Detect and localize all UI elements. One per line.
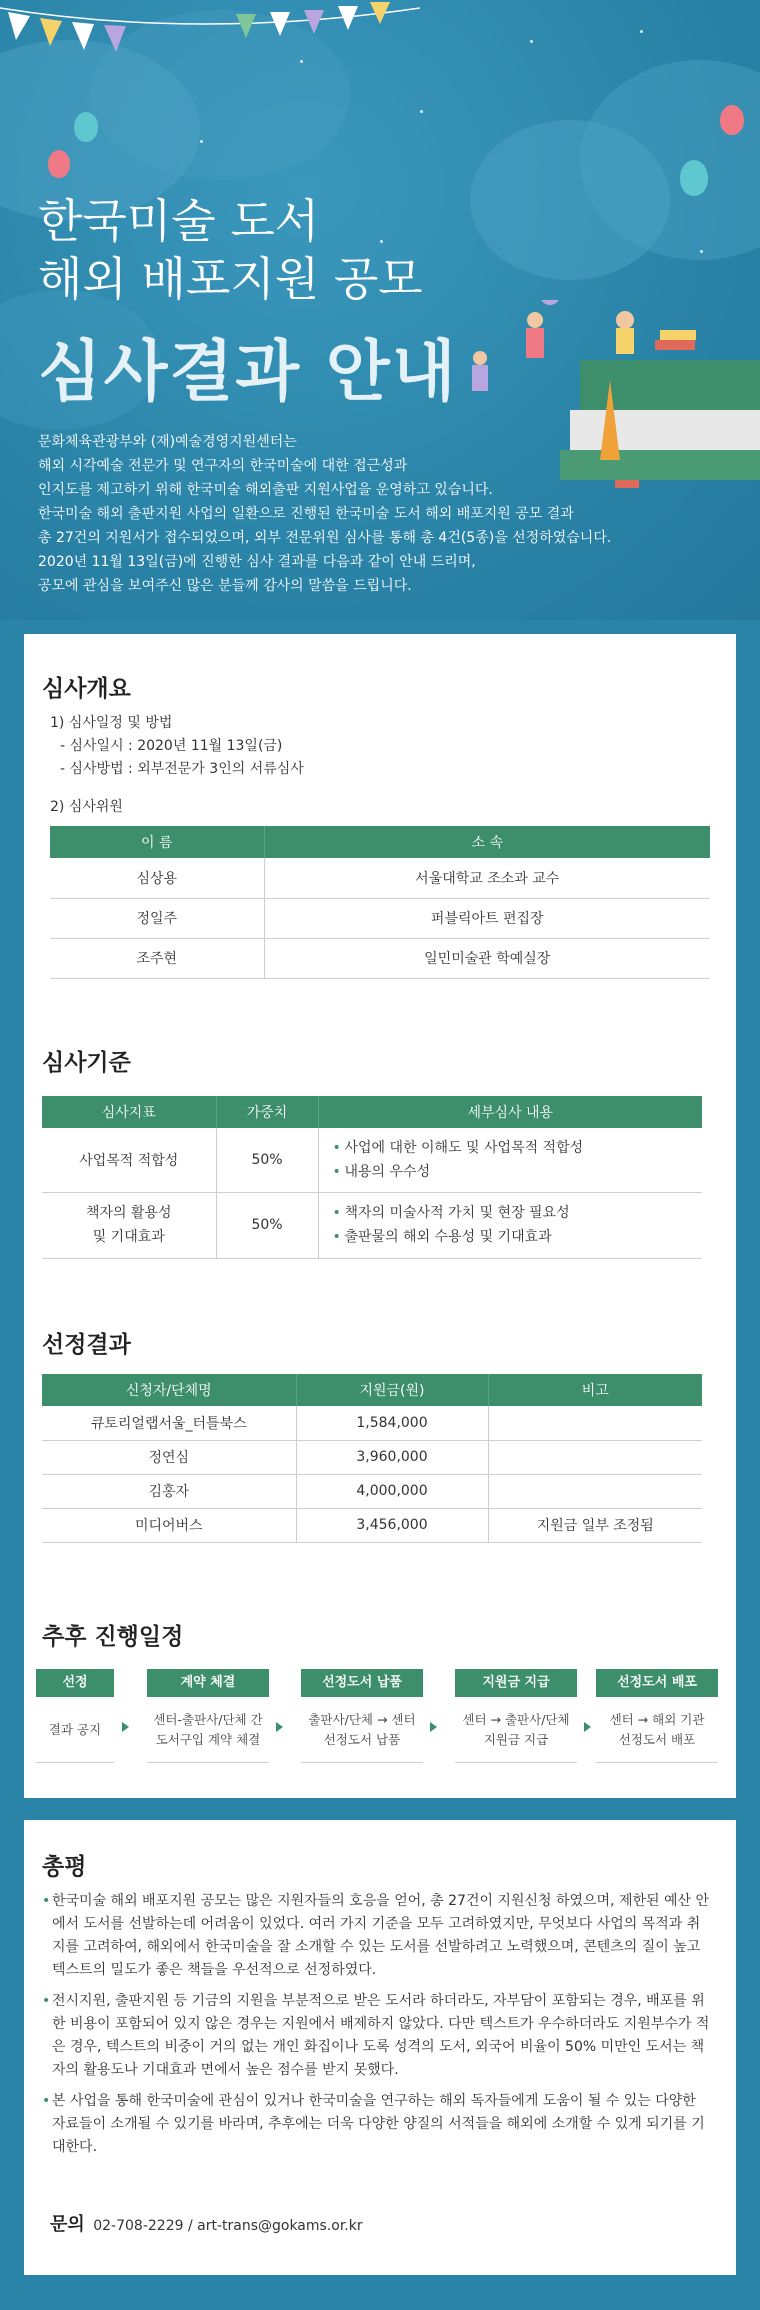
- table-row: 미디어버스 3,456,000 지원금 일부 조정됨: [42, 1508, 702, 1542]
- table-row: 정연심 3,960,000: [42, 1440, 702, 1474]
- balloon-icon: [720, 105, 744, 135]
- results-table: 신청자/단체명 지원금(원) 비고 큐토리얼랩서울_터틀북스 1,584,000 정연심 3,960,000 김홍자 4,000,000 미디어버스 3,456,000 지원금 일부 조정됨: [42, 1374, 702, 1543]
- table-row: 정일주 퍼블릭아트 편집장: [50, 898, 710, 938]
- hero-title: 한국미술 도서 해외 배포지원 공모: [38, 194, 423, 306]
- contact-label: 문의: [50, 2214, 85, 2235]
- hero-banner: [0, 0, 760, 620]
- schedule-step: 선정 결과 공지: [36, 1669, 114, 1763]
- schedule-title: 추후 진행일정: [42, 1624, 184, 1650]
- intro-text: 문화체육관광부와 (재)예술경영지원센터는 해외 시각예술 전문가 및 연구자의 한국미술에 대한 접근성과 인지도를 제고하기 위해 한국미술 해외출판 지원사업을 운영하고 있습니다. 한국미술 해외 출판지원 사업의 일환으로 진행된 한국미술 도서 해외 배포지원 공모 결과 총 27건의 지원서가 접수되었으며, 외부 전문위원 심사를 통해 총 4건(5종)을 선정하였습니다. 2020년 11월 13일(금)에 진행한 심사 결과를 다음과 같이 안내 드리며, 공모에 관심을 보여주신 많은 분들께 감사의 말씀을 드립니다.: [38, 434, 612, 594]
- contact-text[interactable]: 02-708-2229 / art-trans@gokams.or.kr: [93, 2218, 363, 2234]
- results-title: 선정결과: [42, 1332, 131, 1358]
- table-header: 소 속: [264, 826, 710, 858]
- table-row: 김홍자 4,000,000: [42, 1474, 702, 1508]
- table-row: 사업목적 적합성 50% • 사업에 대한 이해도 및 사업목적 적합성 • 내용의 우수성: [42, 1128, 702, 1192]
- overview-title: 심사개요: [42, 676, 131, 702]
- schedule-step: 지원금 지급 센터 → 출판사/단체 지원금 지급: [455, 1669, 577, 1763]
- table-row: 조주현 일민미술관 학예실장: [50, 938, 710, 978]
- arrow-right-icon: [122, 1722, 129, 1732]
- main-card: [24, 634, 736, 1798]
- criteria-title: 심사기준: [42, 1050, 131, 1076]
- balloon-icon: [48, 150, 70, 178]
- overview-judges-label: 2) 심사위원: [50, 799, 123, 815]
- schedule-step: 계약 체결 센터-출판사/단체 간 도서구입 계약 체결: [147, 1669, 269, 1763]
- arrow-right-icon: [584, 1722, 591, 1732]
- review-card: [24, 1820, 736, 2275]
- schedule-step: 선정도서 배포 센터 → 해외 기관 선정도서 배포: [596, 1669, 718, 1763]
- arrow-right-icon: [430, 1722, 437, 1732]
- schedule-step: 선정도서 납품 출판사/단체 → 센터 선정도서 납품: [301, 1669, 423, 1763]
- table-row: 책자의 활용성 및 기대효과 50% • 책자의 미술사적 가치 및 현장 필요성 • 출판물의 해외 수용성 및 기대효과: [42, 1192, 702, 1258]
- table-row: 큐토리얼랩서울_터틀북스 1,584,000: [42, 1406, 702, 1440]
- judges-table: [50, 826, 710, 979]
- balloon-icon: [74, 112, 98, 142]
- overview-schedule: 1) 심사일정 및 방법 - 심사일시 : 2020년 11월 13일(금) - 심사방법 : 외부전문가 3인의 서류심사: [50, 715, 304, 777]
- arrow-right-icon: [276, 1722, 283, 1732]
- table-header: 이 름: [50, 826, 264, 858]
- review-text: • 한국미술 해외 배포지원 공모는 많은 지원자들의 호응을 얻어, 총 27건이 지원신청 하였으며, 제한된 예산 안에서 도서를 선발하는데 어려움이 있었다. 여러 가지 기준을 모두 고려하였지만, 무엇보다 사업의 목적과 취지를 고려하여, 해외에서 한국미술을 잘 소개할 수 있는 도서를 선발하려고 노력했으며, 콘텐츠의 질이 높고 텍스트의 밀도가 좋은 책들을 우선적으로 선정하였다. • 전시지원, 출판지원 등 기금의 지원을 부분적으로 받은 도서라 하더라도, 자부담이 포함되는 경우, 배포를 위한 비용이 포함되어 있지 않은 경우는 지원에서 배제하지 않았다. 다만 텍스트가 우수하더라도 지원부수가 적은 경우, 텍스트의 비중이 거의 없는 개인 화집이나 도록 성격의 도서, 외국어 비율이 50% 미만인 도서는 책자의 활용도나 기대효과 면에서 높은 점수를 받지 못했다. • 본 사업을 통해 한국미술에 관심이 있거나 한국미술을 연구하는 해외 독자들에게 도움이 될 수 있는 다양한 자료들이 소개될 수 있기를 바라며, 추후에는 더욱 다양한 양질의 서적들을 해외에 소개할 수 있게 되기를 기대한다.: [42, 1890, 712, 2167]
- criteria-table: 심사지표 가중치 세부심사 내용 사업목적 적합성 50% • 사업에 대한 이해도 및 사업목적 적합성 • 내용의 우수성 책자의 활용성 및 기대효과 50% • 책자의 미술사적 가치 및 현장 필요성 • 출판물의 해외 수용성 및 기대효과: [42, 1096, 702, 1259]
- bunting-icon: [230, 0, 410, 50]
- table-row: 심상용 서울대학교 조소과 교수: [50, 858, 710, 898]
- review-title: 총평: [42, 1854, 87, 1880]
- contact-info: [50, 2210, 363, 2236]
- hero-main-title: 심사결과 안내: [38, 333, 458, 410]
- balloon-icon: [680, 160, 708, 196]
